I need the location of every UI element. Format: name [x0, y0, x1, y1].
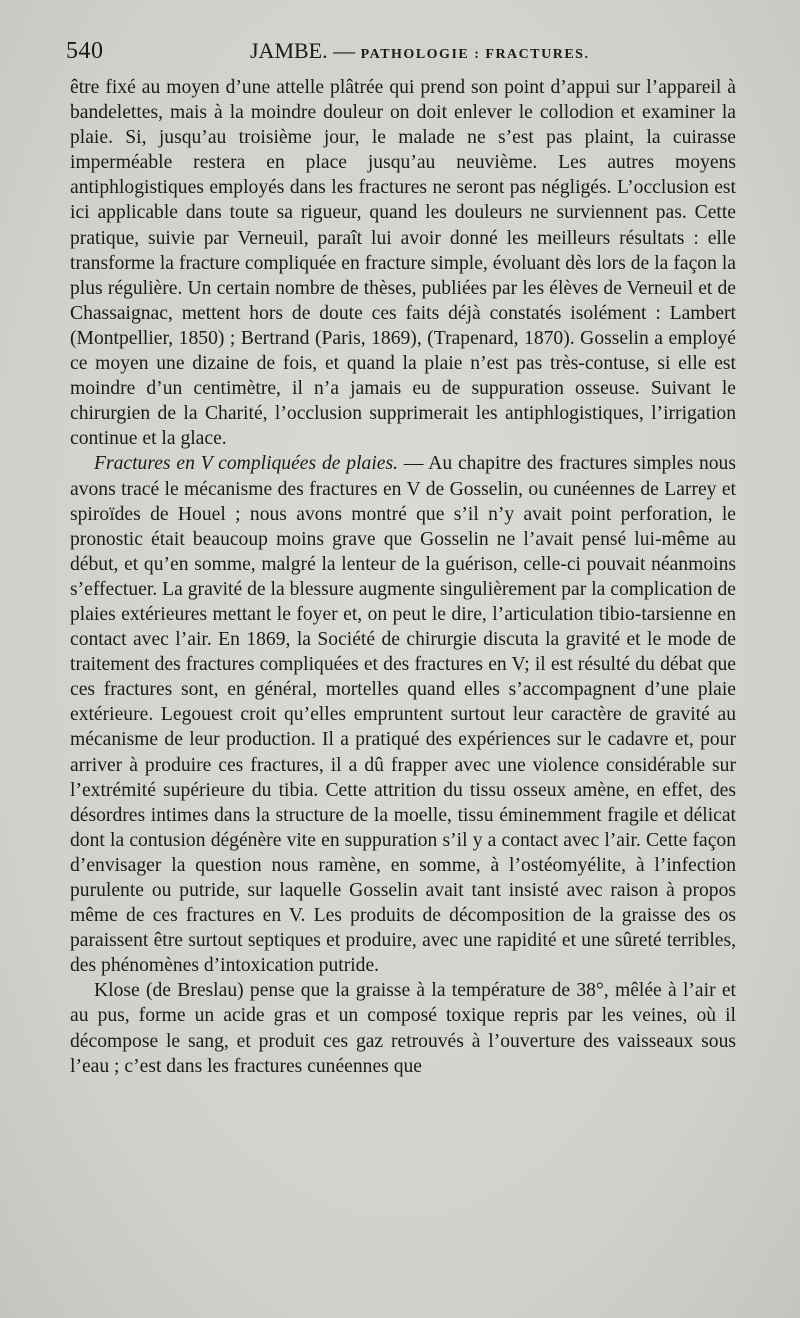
section-lead-heading: Fractures en V compliquées de plaies. — [94, 453, 398, 475]
paragraph-text: — Au chapitre des fractures simples nous avons tracé le mécanisme des fractures en V de Gosselin, ou cunéennes de Larrey et spiroïdes de Houel ; nous avons montré que s’il n’y avait point perforation, le pronostic était beaucoup moins grave que Gosselin ne l’avait pensé lui-même au début, et qu’en somme, malgré la lenteur de la guérison, celle-ci pouvait néanmoins s’effectuer. La gravité de la blessure augmente singulièrement par la complication de plaies extérieures mettant le foyer et, on peut le dire, l’articulation tibio-tarsienne en contact avec l’air. En 1869, la Société de chirurgie discuta la gravité et le mode de traitement des fractures compliquées et des fractures en V; il est résulté du débat que ces fractures sont, en général, mortelles quand elles s’accompagnent d’une plaie extérieure. Legouest croit qu’elles empruntent surtout leur caractère de gravité au mécanisme de leur production. Il a pratiqué des expériences sur le cadavre et, pour arriver à produire ces fractures, il a dû frapper avec une violence considérable sur l’extrémité supérieure du tibia. Cette attrition du tissu osseux amène, en effet, des désordres intimes dans la structure de la moelle, tissu éminemment fragile et délicat dont la contusion dégénère vite en suppuration s’il y a contact avec l’air. Cette façon d’envisager la question nous ramène, en somme, à l’ostéomyélite, à l’infection purulente ou putride, sur laquelle Gosselin avait tant insisté avec raison à propos même de ces fractures en V. Les produits de décomposition de la graisse des os paraissent être surtout septiques et produire, avec une rapidité et une sûreté terribles, des phénomènes d’intoxication putride. — [70, 453, 736, 977]
paragraph-text: être fixé au moyen d’une attelle plâtrée qui prend son point d’appui sur l’appareil à bandelettes, mais à la moindre douleur on doit enlever le collodion et examiner la plaie. Si, jusqu’au troisième jour, le malade ne s’est pas plaint, la cuirasse imperméable restera en place jusqu’au neuvième. Les autres moyens antiphlogistiques employés dans les fractures ne seront pas négligés. L’occlusion est ici applicable dans toute sa rigueur, quand les douleurs ne surviennent pas. Cette pratique, suivie par Verneuil, paraît lui avoir donné les meilleurs résultats : elle transforme la fracture compliquée en fracture simple, évoluant dès lors de la façon la plus régulière. Un certain nombre de thèses, publiées par les élèves de Verneuil et de Chassaignac, mettent hors de doute ces faits déjà constatés isolément : Lambert (Montpellier, 1850) ; Bertrand (Paris, 1869), (Trapenard, 1870). Gosselin a employé ce moyen une dizaine de fois, et quand la plaie n’est pas très-contuse, si elle est moindre d’un centimètre, il n’a jamais eu de suppuration osseuse. Suivant le chirurgien de la Charité, l’occlusion supprimerait les antiphlogistiques, l’irrigation continue et la glace. — [70, 77, 736, 450]
page-header — [66, 36, 740, 76]
running-title — [250, 36, 589, 70]
paragraph-continuation — [70, 75, 736, 451]
body-text — [70, 75, 736, 1079]
paragraph-klose — [70, 978, 736, 1078]
paragraph-fractures-en-v — [70, 451, 736, 978]
running-title-main: JAMBE. — [250, 38, 328, 63]
running-title-subtitle: PATHOLOGIE : FRACTURES. — [360, 47, 590, 62]
page-number: 540 — [66, 38, 104, 64]
paragraph-text: Klose (de Breslau) pense que la graisse à la température de 38°, mêlée à l’air et au pus, forme un acide gras et un composé toxique repris par les veines, où il décompose le sang, et produit ces gaz retrouvés à l’ouverture des vaisseaux sous l’eau ; c’est dans les fractures cunéennes que — [70, 980, 736, 1077]
running-title-separator: — — [327, 38, 361, 63]
